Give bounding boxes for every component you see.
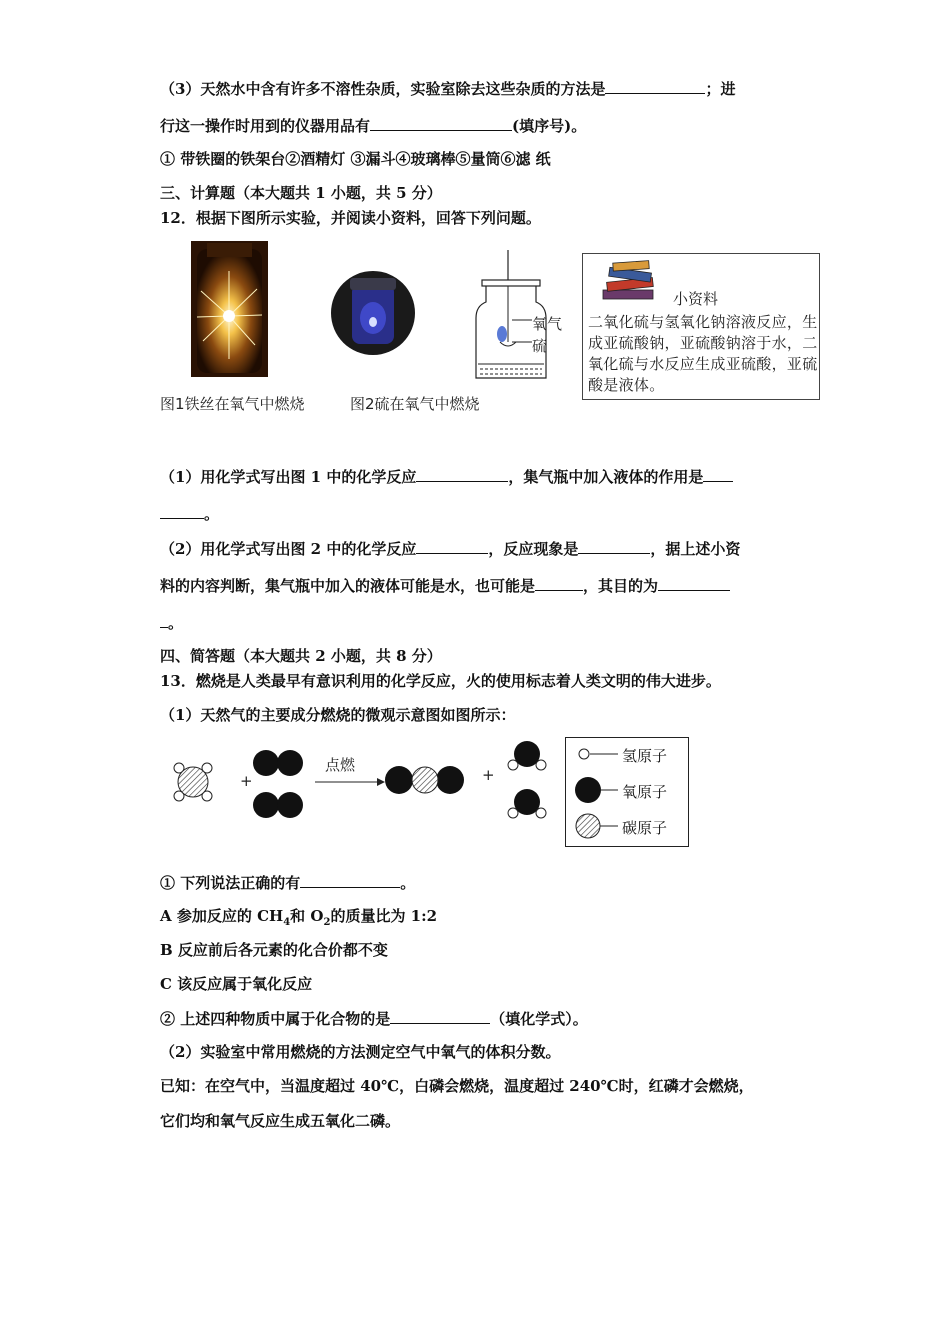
q13-known-line2: 它们均和氧气反应生成五氧化二磷。 [160,1112,401,1130]
answer-blank[interactable] [416,466,508,482]
answer-blank[interactable] [658,575,730,591]
q12-part2-line3: 。 [160,612,183,633]
answer-blank[interactable] [370,115,512,131]
legend-carbon: 碳原子 [622,819,668,837]
methane-molecule [174,763,212,801]
plus-sign: + [240,772,253,790]
answer-blank[interactable] [160,503,204,519]
plus-sign: + [482,766,495,784]
q13-option-a: A 参加反应的 $CH_4$和 $O_2$的质量比为 1:2 [160,907,438,928]
q11-3-line1: （3）天然水中含有许多不溶性杂质，实验室除去这些杂质的方法是 ；进 [160,80,736,98]
figure2-caption: 图2硫在氧气中燃烧 [350,395,480,413]
legend-oxygen: 氧原子 [622,783,668,801]
answer-blank[interactable] [160,612,168,628]
legend-hydrogen: 氢原子 [622,747,668,765]
carbon-dioxide-molecule [385,766,464,794]
sulfur-burning-photo [330,270,416,356]
answer-blank[interactable] [703,466,733,482]
answer-blank[interactable] [578,538,650,554]
q11-3-line2: 行这一操作时用到的仪器用品有 (填序号)。 [160,117,587,135]
answer-blank[interactable] [535,575,583,591]
answer-blank[interactable] [390,1008,490,1024]
info-box [582,253,820,400]
q12-part1-line1: （1）用化学式写出图 1 中的化学反应 ，集气瓶中加入液体的作用是 [160,466,733,487]
q13-s1: ① 下列说法正确的有 。 [160,874,416,892]
label-sulfur: 硫 [532,337,548,355]
q12-part1-line2: 。 [160,503,219,524]
info-body: 二氧化硫与氢氧化钠溶液反应，生成亚硫酸钠，亚硫酸钠溶于水，二氧化硫与水反应生成亚硫酸，亚硫酸是液体。 [588,313,818,394]
q11-3-options: ① 带铁圈的铁架台②酒精灯 ③漏斗④玻璃棒⑤量筒⑥滤 纸 [160,150,551,168]
q13-option-b: B 反应前后各元素的化合价都不变 [160,941,388,959]
q12-part2-line2: 料的内容判断，集气瓶中加入的液体可能是水，也可能是 ，其目的为 [160,575,730,596]
q13-part2: （2）实验室中常用燃烧的方法测定空气中氧气的体积分数。 [160,1043,561,1061]
q13-s2: ② 上述四种物质中属于化合物的是 （填化学式）。 [160,1010,588,1028]
q13-part1-intro: （1）天然气的主要成分燃烧的微观示意图如图所示： [160,706,516,724]
atom-legend [565,737,689,847]
combustion-molecular-diagram [165,735,565,825]
q13-option-c: C 该反应属于氧化反应 [160,975,313,993]
answer-blank[interactable] [605,78,705,94]
section4-heading: 四、简答题（本大题共 2 小题，共 8 分） [160,647,442,665]
answer-blank[interactable] [300,872,400,888]
iron-burning-photo [191,241,268,377]
oxygen-molecules [253,750,303,818]
q13-known-line1: 已知：在空气中，当温度超过 40℃，白磷会燃烧，温度超过 240℃时，红磷才会燃烧， [160,1077,754,1095]
answer-blank[interactable] [416,538,488,554]
arrow-label: 点燃 [325,756,356,774]
water-molecules [508,741,546,818]
info-title: 小资料 [673,290,719,308]
label-oxygen: 氧气 [532,315,563,333]
section3-heading: 三、计算题（本大题共 1 小题，共 5 分） [160,184,442,202]
books-icon [599,260,661,306]
q13-stem: 13．燃烧是人类最早有意识利用的化学反应，火的使用标志着人类文明的伟大进步。 [160,672,721,690]
legend-symbols [572,742,622,842]
q12-part2-line1: （2）用化学式写出图 2 中的化学反应 ，反应现象是 ，据上述小资 [160,540,741,558]
q12-stem: 12．根据下图所示实验，并阅读小资料，回答下列问题。 [160,209,541,227]
figure1-caption: 图1铁丝在氧气中燃烧 [160,395,305,413]
